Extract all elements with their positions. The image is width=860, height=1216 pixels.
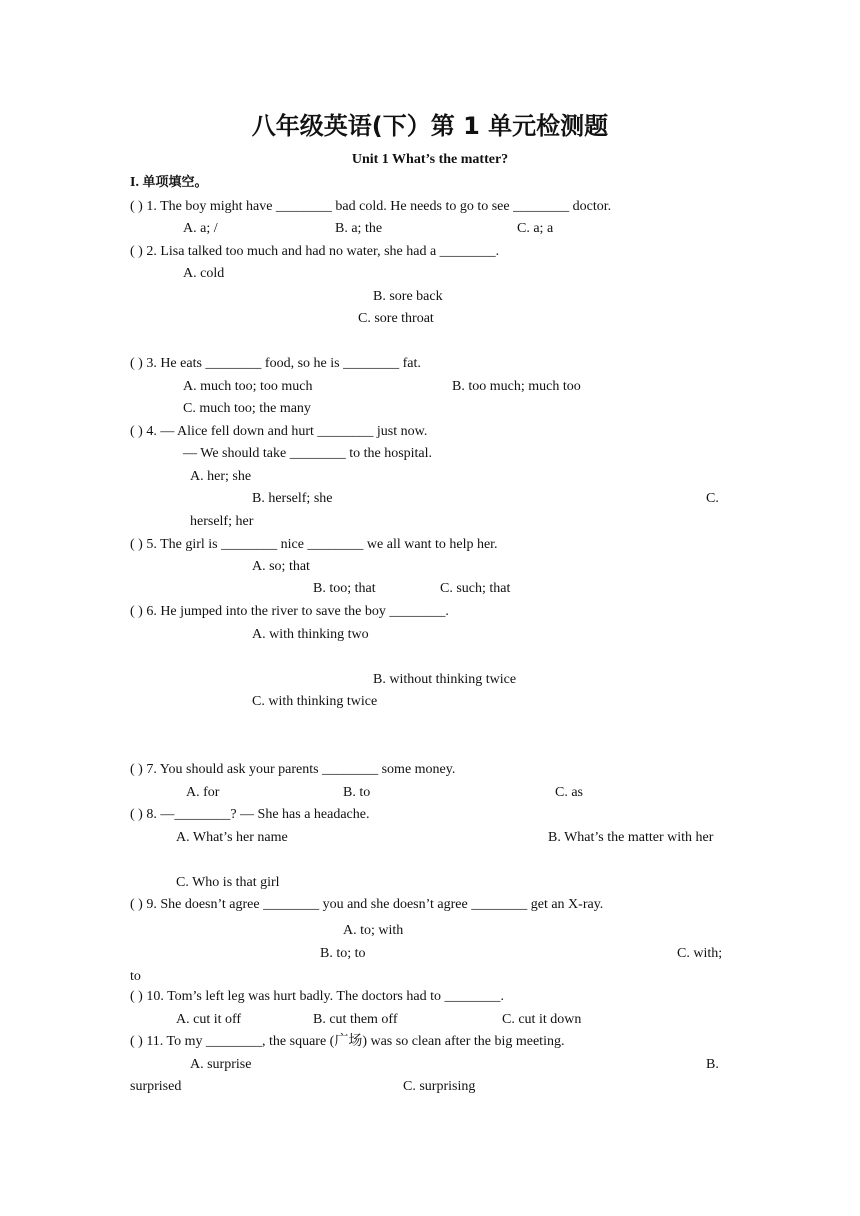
question-11-stem: ( ) 11. To my ________, the square (广场) was so clean after the big meeting. bbox=[130, 1034, 565, 1049]
question-2-option-a: A. cold bbox=[183, 266, 225, 281]
question-7-option-a: A. for bbox=[186, 785, 220, 800]
question-8-option-c: C. Who is that girl bbox=[176, 875, 280, 890]
page-subtitle: Unit 1 What’s the matter? bbox=[351, 152, 509, 167]
question-8-option-b: B. What’s the matter with her bbox=[548, 830, 714, 845]
question-1-option-b: B. a; the bbox=[335, 221, 383, 236]
question-2-option-c: C. sore throat bbox=[358, 311, 434, 326]
section-title: 单项填空。 bbox=[142, 175, 208, 190]
question-4-stem: ( ) 4. — Alice fell down and hurt ________ just now. bbox=[130, 424, 428, 439]
question-5-option-c: C. such; that bbox=[440, 581, 511, 596]
question-5-option-a: A. so; that bbox=[252, 559, 310, 574]
question-11-option-b-label: B. bbox=[706, 1057, 719, 1072]
question-9-option-b: B. to; to bbox=[320, 946, 366, 961]
question-8-option-a: A. What’s her name bbox=[176, 830, 288, 845]
question-6-option-b: B. without thinking twice bbox=[373, 672, 517, 687]
question-3-stem: ( ) 3. He eats ________ food, so he is ________ fat. bbox=[130, 356, 421, 371]
question-11-option-a: A. surprise bbox=[190, 1057, 252, 1072]
question-4-option-b: B. herself; she bbox=[252, 491, 333, 506]
question-4-option-a: A. her; she bbox=[190, 469, 252, 484]
question-6-option-c: C. with thinking twice bbox=[252, 694, 378, 709]
question-1-stem: ( ) 1. The boy might have ________ bad cold. He needs to go to see ________ doctor. bbox=[130, 199, 612, 214]
question-4-option-c-text: herself; her bbox=[190, 514, 254, 529]
page-title: 八年级英语(下）第 1 单元检测题 bbox=[251, 112, 609, 140]
question-8-stem: ( ) 8. —________? — She has a headache. bbox=[130, 807, 370, 822]
question-9-option-c-text: to bbox=[130, 969, 141, 984]
question-10-option-b: B. cut them off bbox=[313, 1012, 398, 1027]
question-11-option-c: C. surprising bbox=[403, 1079, 476, 1094]
question-9-option-a: A. to; with bbox=[343, 923, 404, 938]
question-4-stem-line2: — We should take ________ to the hospital. bbox=[183, 446, 433, 461]
question-3-option-c: C. much too; the many bbox=[183, 401, 311, 416]
question-6-option-a: A. with thinking two bbox=[252, 627, 369, 642]
question-7-option-b: B. to bbox=[343, 785, 371, 800]
question-1-option-a: A. a; / bbox=[183, 221, 218, 236]
question-4-option-c-label: C. bbox=[706, 491, 719, 506]
question-11-option-b-text: surprised bbox=[130, 1079, 182, 1094]
question-10-option-c: C. cut it down bbox=[502, 1012, 582, 1027]
question-10-stem: ( ) 10. Tom’s left leg was hurt badly. The doctors had to ________. bbox=[130, 989, 504, 1004]
question-10-option-a: A. cut it off bbox=[176, 1012, 242, 1027]
section-number: I. bbox=[130, 175, 143, 190]
section-heading bbox=[130, 176, 207, 190]
question-3-option-a: A. much too; too much bbox=[183, 379, 313, 394]
question-9-option-c-label: C. with; bbox=[677, 946, 723, 961]
question-2-stem: ( ) 2. Lisa talked too much and had no water, she had a ________. bbox=[130, 244, 500, 259]
question-6-stem: ( ) 6. He jumped into the river to save the boy ________. bbox=[130, 604, 449, 619]
question-2-option-b: B. sore back bbox=[373, 289, 443, 304]
question-3-option-b: B. too much; much too bbox=[452, 379, 581, 394]
question-5-option-b: B. too; that bbox=[313, 581, 376, 596]
question-7-option-c: C. as bbox=[555, 785, 583, 800]
question-5-stem: ( ) 5. The girl is ________ nice ________ we all want to help her. bbox=[130, 537, 498, 552]
question-1-option-c: C. a; a bbox=[517, 221, 554, 236]
question-9-stem: ( ) 9. She doesn’t agree ________ you and she doesn’t agree ________ get an X-ray. bbox=[130, 897, 604, 912]
question-7-stem: ( ) 7. You should ask your parents ________ some money. bbox=[130, 762, 456, 777]
